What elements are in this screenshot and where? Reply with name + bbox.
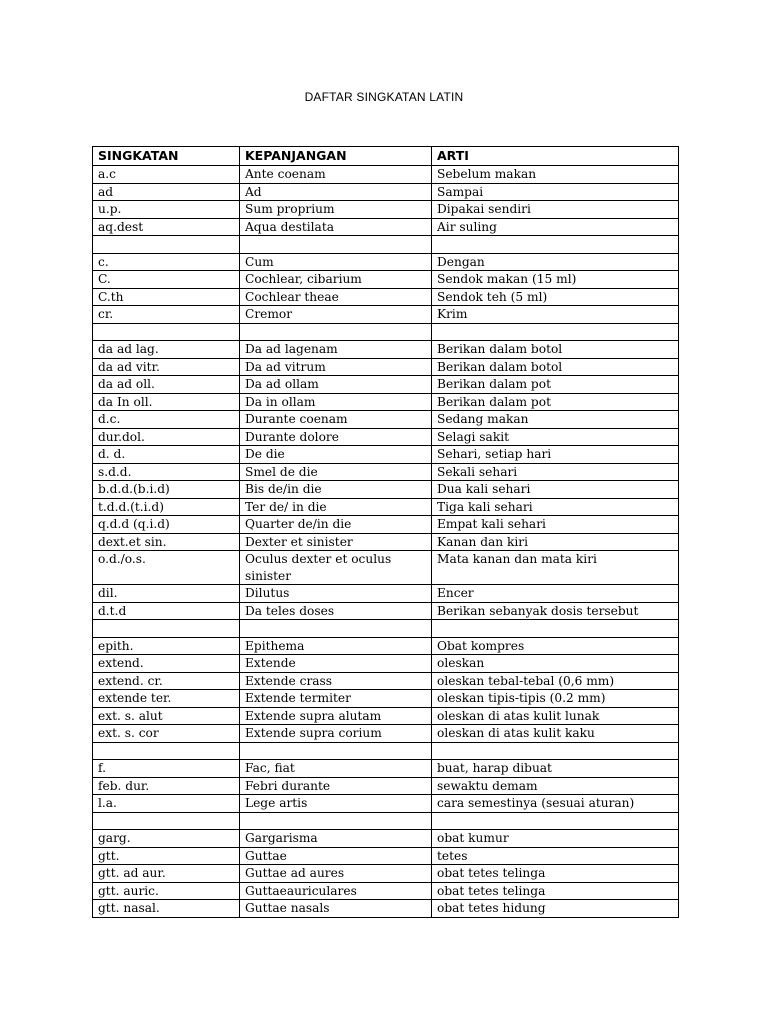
cell-singkatan: extend. cr. — [93, 672, 240, 690]
table-row — [93, 498, 679, 516]
cell-singkatan: o.d./o.s. — [93, 551, 240, 585]
cell-arti: Obat kompres — [432, 637, 679, 655]
cell-kepanjangan — [240, 812, 432, 830]
table-row — [93, 411, 679, 429]
cell-singkatan: a.c — [93, 166, 240, 184]
cell-arti: obat kumur — [432, 830, 679, 848]
cell-singkatan: extende ter. — [93, 690, 240, 708]
cell-kepanjangan — [240, 742, 432, 760]
header-kepanjangan: KEPANJANGAN — [240, 147, 432, 166]
cell-singkatan: gtt. — [93, 847, 240, 865]
cell-arti — [432, 742, 679, 760]
abbreviation-table — [92, 146, 679, 918]
cell-kepanjangan: Sum proprium — [240, 201, 432, 219]
table-row — [93, 533, 679, 551]
table-header-row — [93, 147, 679, 166]
cell-kepanjangan: Da ad lagenam — [240, 341, 432, 359]
cell-arti — [432, 323, 679, 341]
cell-kepanjangan: Cochlear theae — [240, 288, 432, 306]
cell-kepanjangan: Extende termiter — [240, 690, 432, 708]
table-row-spacer — [93, 323, 679, 341]
cell-singkatan: C.th — [93, 288, 240, 306]
header-arti: ARTI — [432, 147, 679, 166]
table-row — [93, 481, 679, 499]
cell-singkatan: dil. — [93, 585, 240, 603]
header-singkatan: SINGKATAN — [93, 147, 240, 166]
cell-singkatan: d.c. — [93, 411, 240, 429]
cell-kepanjangan: Quarter de/in die — [240, 516, 432, 534]
cell-kepanjangan: Lege artis — [240, 795, 432, 813]
cell-singkatan: cr. — [93, 306, 240, 324]
cell-arti: Dua kali sehari — [432, 481, 679, 499]
table-row — [93, 882, 679, 900]
table-row — [93, 637, 679, 655]
cell-arti: Mata kanan dan mata kiri — [432, 551, 679, 585]
table-row — [93, 672, 679, 690]
table-row — [93, 446, 679, 464]
table-row — [93, 655, 679, 673]
cell-kepanjangan: Cremor — [240, 306, 432, 324]
cell-singkatan: da In oll. — [93, 393, 240, 411]
cell-arti: sewaktu demam — [432, 777, 679, 795]
table-row — [93, 760, 679, 778]
table-row-spacer — [93, 236, 679, 254]
cell-arti — [432, 812, 679, 830]
cell-arti: Berikan dalam botol — [432, 358, 679, 376]
cell-arti — [432, 236, 679, 254]
cell-singkatan — [93, 812, 240, 830]
cell-kepanjangan: Oculus dexter et oculus sinister — [240, 551, 432, 585]
table-row — [93, 602, 679, 620]
cell-arti: obat tetes telinga — [432, 865, 679, 883]
cell-arti — [432, 620, 679, 638]
cell-singkatan: l.a. — [93, 795, 240, 813]
cell-kepanjangan: Guttae nasals — [240, 900, 432, 918]
cell-arti: oleskan tebal-tebal (0,6 mm) — [432, 672, 679, 690]
cell-kepanjangan: Febri durante — [240, 777, 432, 795]
cell-singkatan — [93, 620, 240, 638]
cell-kepanjangan — [240, 323, 432, 341]
cell-singkatan: gtt. auric. — [93, 882, 240, 900]
cell-arti: obat tetes hidung — [432, 900, 679, 918]
cell-kepanjangan: Ad — [240, 183, 432, 201]
cell-arti: oleskan di atas kulit kaku — [432, 725, 679, 743]
cell-singkatan — [93, 323, 240, 341]
cell-kepanjangan: Guttae — [240, 847, 432, 865]
table-row — [93, 690, 679, 708]
table-row — [93, 551, 679, 585]
cell-singkatan: f. — [93, 760, 240, 778]
table-row — [93, 585, 679, 603]
cell-singkatan: t.d.d.(t.i.d) — [93, 498, 240, 516]
cell-kepanjangan: Da ad vitrum — [240, 358, 432, 376]
cell-singkatan: epith. — [93, 637, 240, 655]
table-row — [93, 830, 679, 848]
cell-arti: tetes — [432, 847, 679, 865]
cell-arti: Encer — [432, 585, 679, 603]
cell-singkatan: gtt. nasal. — [93, 900, 240, 918]
cell-arti: Sekali sehari — [432, 463, 679, 481]
cell-arti: Dengan — [432, 253, 679, 271]
cell-arti: cara semestinya (sesuai aturan) — [432, 795, 679, 813]
cell-arti: oleskan di atas kulit lunak — [432, 707, 679, 725]
cell-arti: Dipakai sendiri — [432, 201, 679, 219]
table-row — [93, 865, 679, 883]
cell-kepanjangan: De die — [240, 446, 432, 464]
table-row — [93, 393, 679, 411]
table-body — [93, 166, 679, 918]
cell-kepanjangan: Extende supra corium — [240, 725, 432, 743]
cell-kepanjangan: Extende supra alutam — [240, 707, 432, 725]
cell-singkatan: ad — [93, 183, 240, 201]
table-row — [93, 271, 679, 289]
cell-singkatan: ext. s. alut — [93, 707, 240, 725]
cell-singkatan: ext. s. cor — [93, 725, 240, 743]
cell-arti: Sampai — [432, 183, 679, 201]
table-row — [93, 847, 679, 865]
cell-kepanjangan: Extende — [240, 655, 432, 673]
cell-kepanjangan: Da ad ollam — [240, 376, 432, 394]
cell-arti: Air suling — [432, 218, 679, 236]
cell-singkatan: da ad lag. — [93, 341, 240, 359]
cell-kepanjangan: Cum — [240, 253, 432, 271]
cell-singkatan — [93, 742, 240, 760]
cell-arti: Sedang makan — [432, 411, 679, 429]
cell-arti: Empat kali sehari — [432, 516, 679, 534]
cell-kepanjangan: Smel de die — [240, 463, 432, 481]
cell-arti: buat, harap dibuat — [432, 760, 679, 778]
cell-singkatan: garg. — [93, 830, 240, 848]
table-row — [93, 253, 679, 271]
table-row — [93, 795, 679, 813]
cell-kepanjangan — [240, 236, 432, 254]
table-row — [93, 376, 679, 394]
cell-singkatan: q.d.d (q.i.d) — [93, 516, 240, 534]
cell-arti: Sebelum makan — [432, 166, 679, 184]
cell-kepanjangan: Durante dolore — [240, 428, 432, 446]
table-row — [93, 218, 679, 236]
cell-arti: Sendok makan (15 ml) — [432, 271, 679, 289]
table-row — [93, 288, 679, 306]
cell-kepanjangan: Dexter et sinister — [240, 533, 432, 551]
cell-arti: Sendok teh (5 ml) — [432, 288, 679, 306]
cell-singkatan: u.p. — [93, 201, 240, 219]
cell-kepanjangan: Guttae ad aures — [240, 865, 432, 883]
cell-kepanjangan: Dilutus — [240, 585, 432, 603]
cell-arti: Berikan sebanyak dosis tersebut — [432, 602, 679, 620]
cell-singkatan: dur.dol. — [93, 428, 240, 446]
table-row — [93, 428, 679, 446]
table-row — [93, 900, 679, 918]
cell-singkatan: s.d.d. — [93, 463, 240, 481]
cell-arti: obat tetes telinga — [432, 882, 679, 900]
cell-kepanjangan: Da teles doses — [240, 602, 432, 620]
cell-arti: Berikan dalam pot — [432, 393, 679, 411]
cell-singkatan: da ad vitr. — [93, 358, 240, 376]
cell-kepanjangan: Extende crass — [240, 672, 432, 690]
table-row — [93, 777, 679, 795]
cell-kepanjangan: Guttaeauriculares — [240, 882, 432, 900]
cell-singkatan: extend. — [93, 655, 240, 673]
cell-arti: oleskan — [432, 655, 679, 673]
cell-kepanjangan: Gargarisma — [240, 830, 432, 848]
table-row — [93, 463, 679, 481]
cell-arti: Berikan dalam botol — [432, 341, 679, 359]
cell-arti: oleskan tipis-tipis (0.2 mm) — [432, 690, 679, 708]
cell-kepanjangan: Cochlear, cibarium — [240, 271, 432, 289]
cell-kepanjangan: Ter de/ in die — [240, 498, 432, 516]
table-row-spacer — [93, 742, 679, 760]
cell-singkatan: C. — [93, 271, 240, 289]
cell-kepanjangan: Durante coenam — [240, 411, 432, 429]
cell-singkatan: da ad oll. — [93, 376, 240, 394]
cell-singkatan: dext.et sin. — [93, 533, 240, 551]
cell-singkatan: feb. dur. — [93, 777, 240, 795]
cell-singkatan: c. — [93, 253, 240, 271]
cell-singkatan: b.d.d.(b.i.d) — [93, 481, 240, 499]
cell-singkatan: d. d. — [93, 446, 240, 464]
cell-singkatan: gtt. ad aur. — [93, 865, 240, 883]
table-row-spacer — [93, 812, 679, 830]
cell-singkatan — [93, 236, 240, 254]
cell-kepanjangan: Fac, fiat — [240, 760, 432, 778]
cell-kepanjangan: Da in ollam — [240, 393, 432, 411]
cell-arti: Tiga kali sehari — [432, 498, 679, 516]
page-title: DAFTAR SINGKATAN LATIN — [304, 90, 464, 104]
cell-kepanjangan: Bis de/in die — [240, 481, 432, 499]
table-row-spacer — [93, 620, 679, 638]
cell-kepanjangan: Epithema — [240, 637, 432, 655]
cell-singkatan: aq.dest — [93, 218, 240, 236]
table-row — [93, 306, 679, 324]
table-row — [93, 358, 679, 376]
cell-kepanjangan: Aqua destilata — [240, 218, 432, 236]
cell-arti: Krim — [432, 306, 679, 324]
table-row — [93, 201, 679, 219]
table-row — [93, 707, 679, 725]
table-row — [93, 183, 679, 201]
cell-arti: Sehari, setiap hari — [432, 446, 679, 464]
table-row — [93, 341, 679, 359]
cell-arti: Kanan dan kiri — [432, 533, 679, 551]
cell-singkatan: d.t.d — [93, 602, 240, 620]
table-row — [93, 725, 679, 743]
table-row — [93, 166, 679, 184]
cell-arti: Berikan dalam pot — [432, 376, 679, 394]
cell-kepanjangan: Ante coenam — [240, 166, 432, 184]
table-row — [93, 516, 679, 534]
cell-kepanjangan — [240, 620, 432, 638]
cell-arti: Selagi sakit — [432, 428, 679, 446]
